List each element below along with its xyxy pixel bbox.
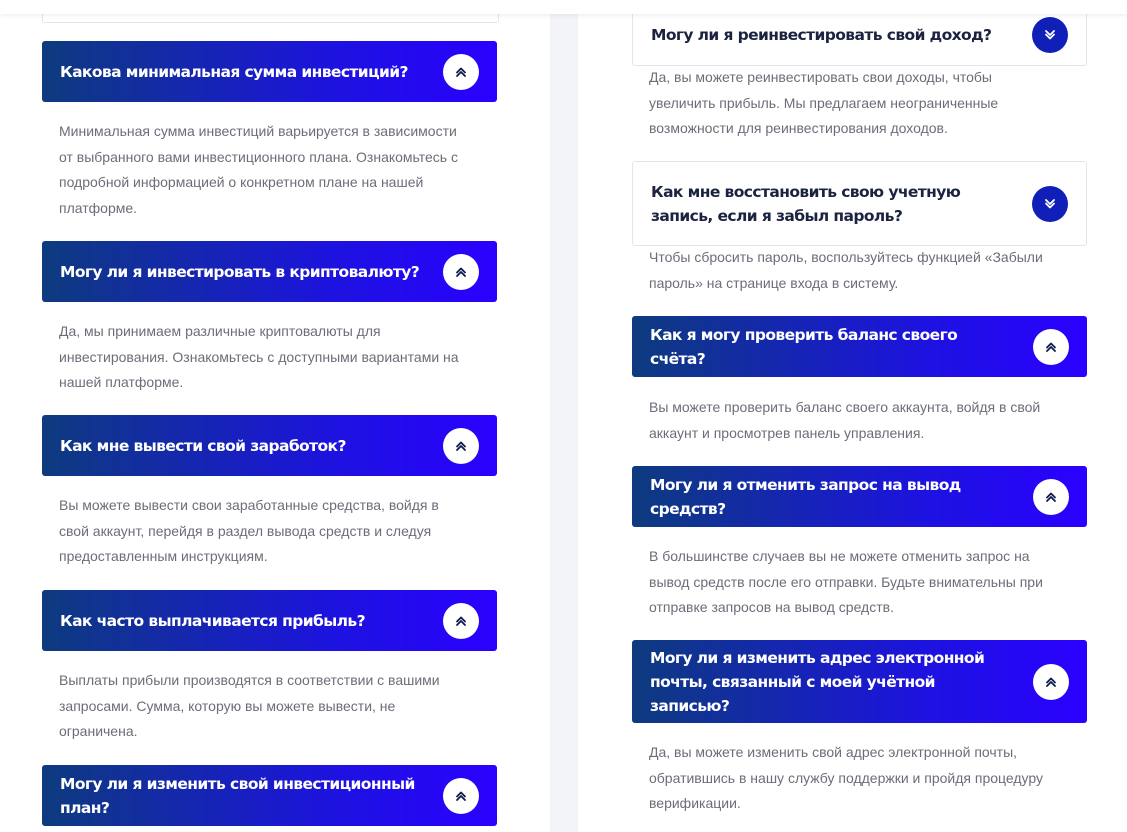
faq-question-header[interactable] <box>632 640 1087 723</box>
faq-answer-text: Да, вы можете реинвестировать свои доходы, чтобы увеличить прибыль. Мы предлагаем неограниченные возможности для реинвестирования доходов. <box>649 69 999 136</box>
faq-answer-text: Минимальная сумма инвестиций варьируется в зависимости от выбранного вами инвестиционного плана. Ознакомьтесь с подробной информацией о конкретном плане на нашей платформе. <box>59 123 458 216</box>
chevron-double-up-icon[interactable] <box>443 778 479 814</box>
faq-answer-text: Выплаты прибыли производятся в соответствии с вашими запросами. Сумма, которую вы можете вывести, не ограничена. <box>59 672 440 739</box>
faq-question-text: Как я могу проверить баланс своего счёта? <box>650 325 958 368</box>
faq-question-text: Как мне вывести свой заработок? <box>60 436 346 455</box>
chevron-double-up-icon[interactable] <box>1033 479 1069 515</box>
faq-answer-text: Чтобы сбросить пароль, воспользуйтесь функцией «Забыли пароль» на странице входа в систему. <box>649 249 1043 291</box>
chevron-double-up-icon[interactable] <box>443 254 479 290</box>
faq-question-text: Могу ли я инвестировать в криптовалюту? <box>60 262 420 281</box>
top-bar <box>0 0 1127 14</box>
faq-question-header[interactable] <box>632 466 1087 527</box>
chevron-double-up-icon[interactable] <box>443 603 479 639</box>
faq-answer-text: Да, мы принимаем различные криптовалюты для инвестирования. Ознакомьтесь с доступными вариантами на нашей платформе. <box>59 323 459 390</box>
faq-question-text: Какова минимальная сумма инвестиций? <box>60 62 408 81</box>
faq-column-left <box>0 0 550 832</box>
faq-question-text: Могу ли я изменить свой инвестиционный план? <box>60 774 415 817</box>
faq-answer-text: Да, вы можете изменить свой адрес электронной почты, обратившись в нашу службу поддержки и пройдя процедуру верификации. <box>649 744 1044 811</box>
faq-question-header[interactable] <box>42 590 497 651</box>
faq-question-header[interactable] <box>632 161 1087 246</box>
chevron-double-up-icon[interactable] <box>443 428 479 464</box>
faq-question-text: Могу ли я отменить запрос на вывод средств? <box>650 475 961 518</box>
faq-question-header[interactable] <box>42 241 497 302</box>
chevron-double-up-icon[interactable] <box>443 54 479 90</box>
chevron-double-up-icon[interactable] <box>1033 329 1069 365</box>
faq-answer-text: Вы можете вывести свои заработанные средства, войдя в свой аккаунт, перейдя в раздел вывода средств и следуя предоставленным инструкциям. <box>59 497 439 564</box>
faq-question-header[interactable] <box>42 41 497 102</box>
faq-column-right <box>578 0 1127 832</box>
faq-question-text: Как часто выплачивается прибыль? <box>60 611 365 630</box>
chevron-double-down-icon[interactable] <box>1032 186 1068 222</box>
faq-answer-text: В большинстве случаев вы не можете отменить запрос на вывод средств после его отправки. Будьте внимательны при отправке запросов на вывод средств. <box>649 548 1043 615</box>
chevron-double-down-icon[interactable] <box>1032 17 1068 53</box>
chevron-double-up-icon[interactable] <box>1033 664 1069 700</box>
faq-answer-text: Вы можете проверить баланс своего аккаунта, войдя в свой аккаунт и просмотрев панель управления. <box>649 399 1041 441</box>
faq-question-text: Могу ли я реинвестировать свой доход? <box>651 26 992 44</box>
faq-question-header[interactable] <box>632 316 1087 377</box>
faq-question-text: Могу ли я изменить адрес электронной почты, связанный с моей учётной записью? <box>650 648 985 715</box>
faq-question-header[interactable] <box>42 415 497 476</box>
faq-question-text: Как мне восстановить свою учетную запись, если я забыл пароль? <box>651 182 961 225</box>
faq-question-header[interactable] <box>42 765 497 826</box>
